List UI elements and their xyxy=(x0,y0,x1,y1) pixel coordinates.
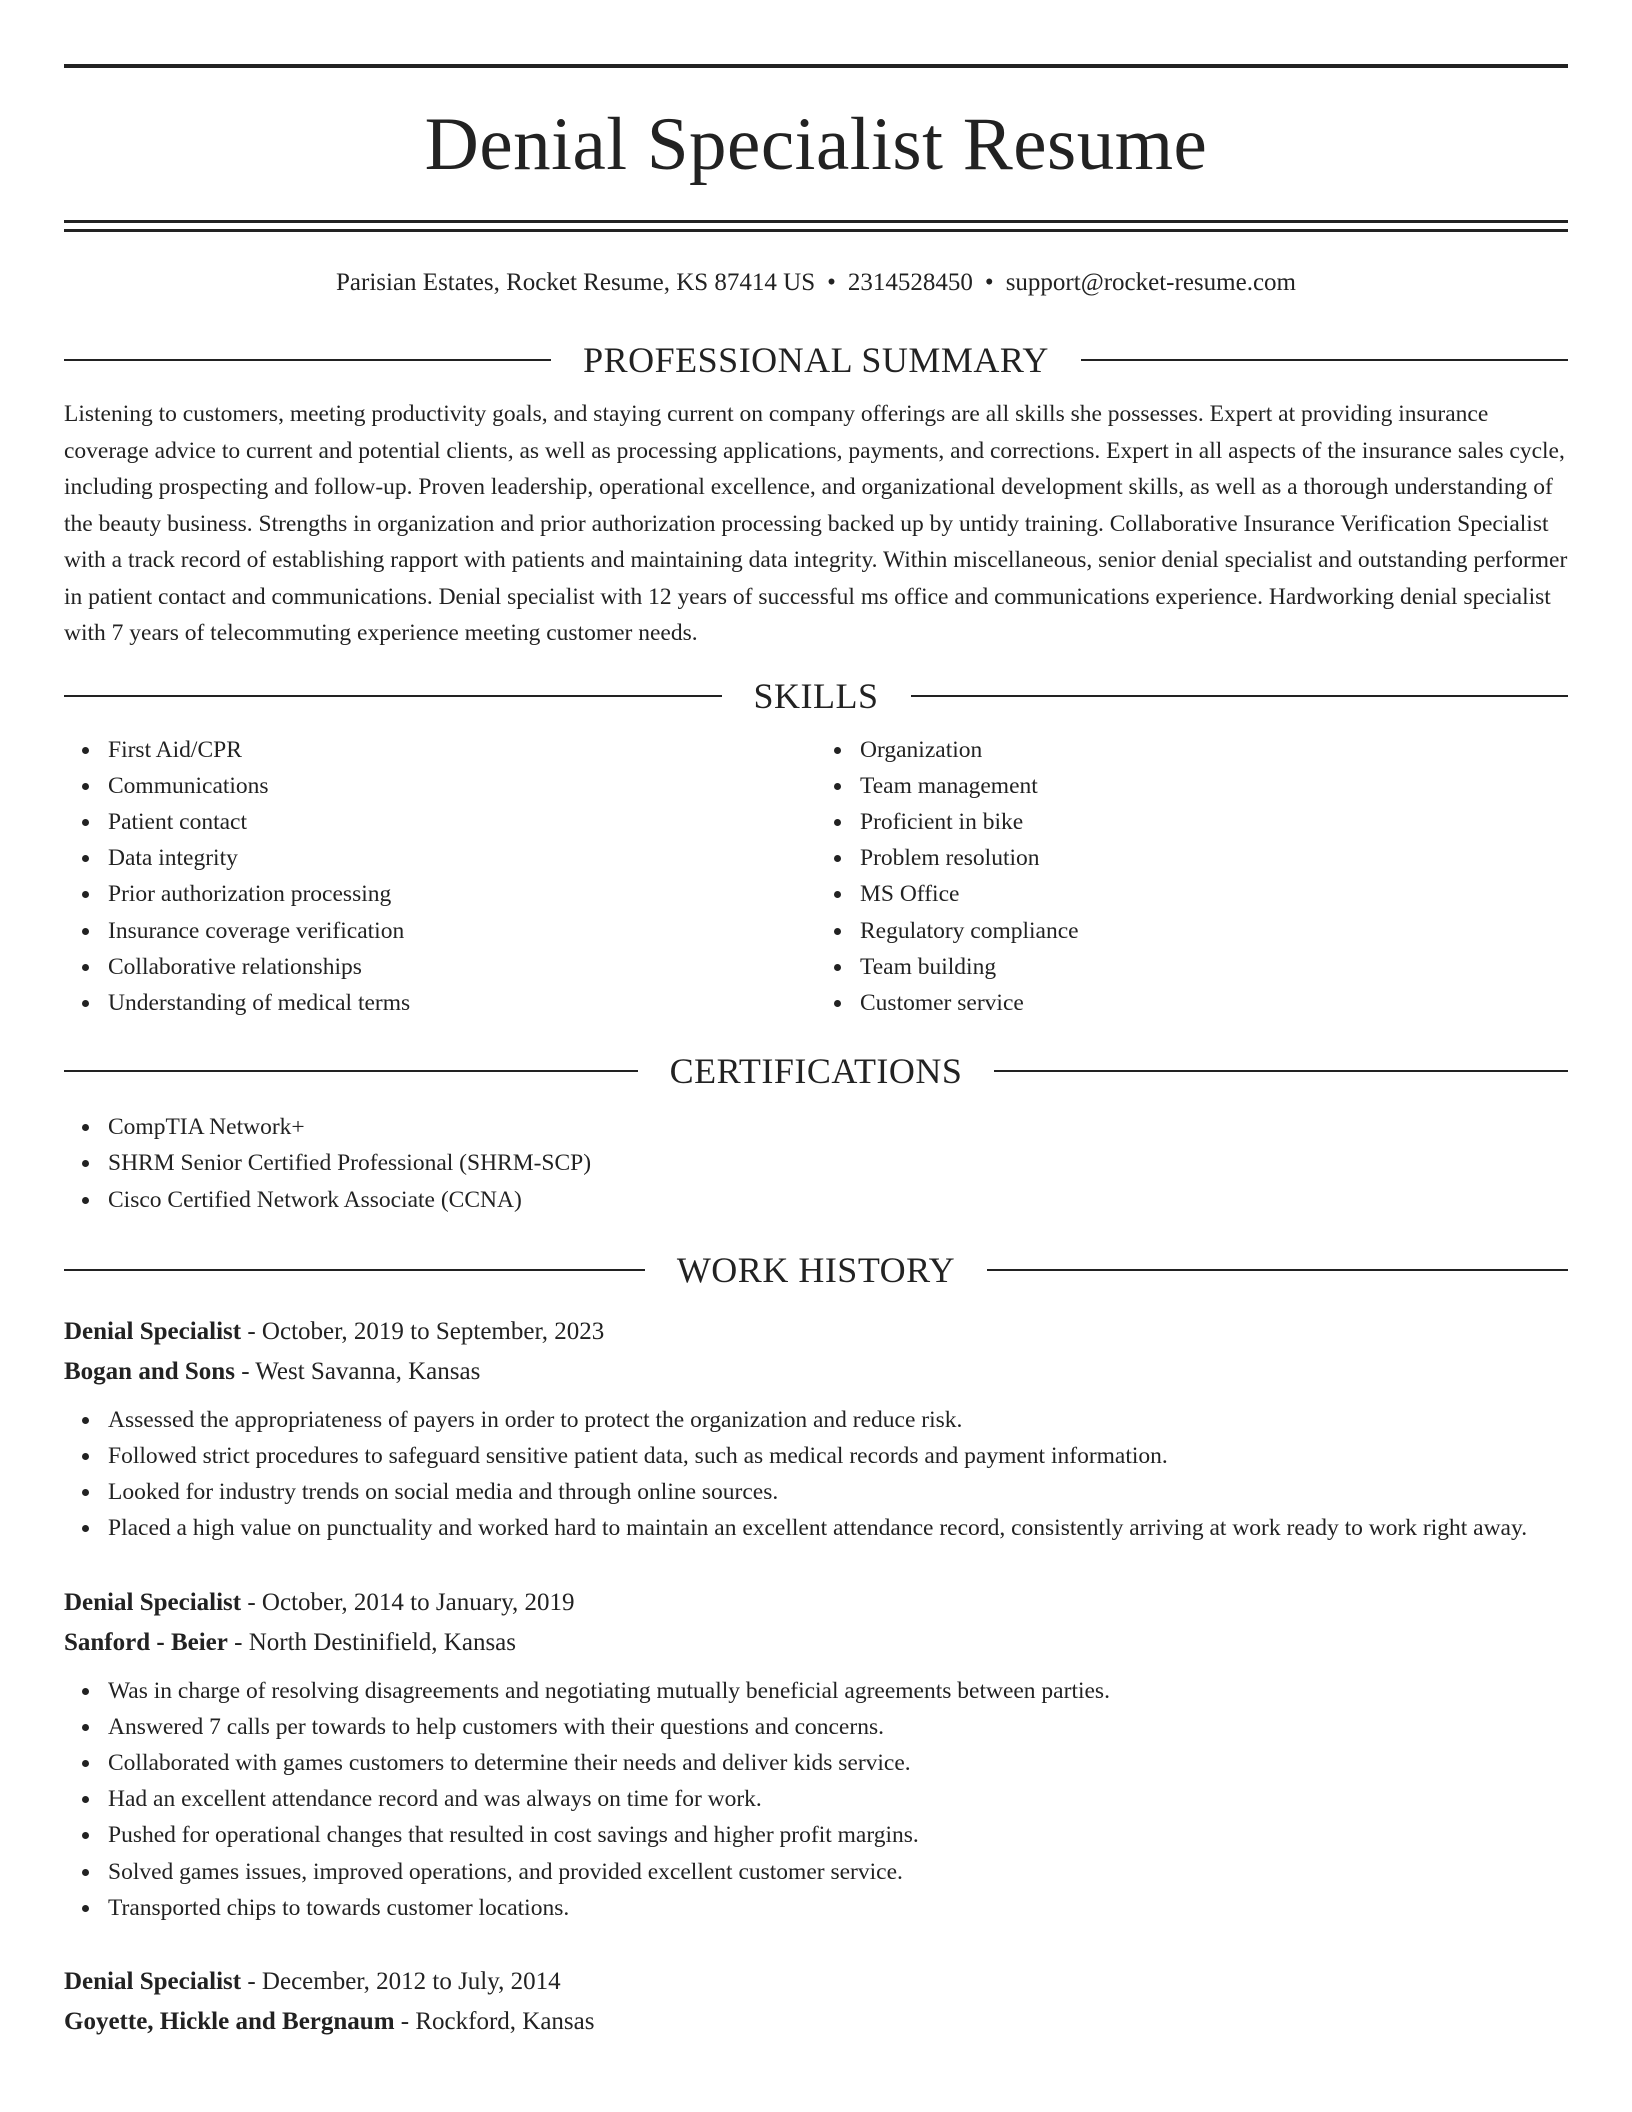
job-location: - West Savanna, Kansas xyxy=(234,1357,481,1385)
skill-item: Data integrity xyxy=(108,840,816,876)
skill-item: Customer service xyxy=(860,985,1568,1021)
job-company-line xyxy=(64,1352,1568,1392)
job-company-line xyxy=(64,2002,1568,2042)
job-dates: - October, 2019 to September, 2023 xyxy=(241,1317,605,1345)
skills-list-right xyxy=(816,732,1568,1022)
skill-item: Team building xyxy=(860,949,1568,985)
certification-item: CompTIA Network+ xyxy=(108,1109,1568,1145)
skill-item: Insurance coverage verification xyxy=(108,913,816,949)
skills-list-left xyxy=(64,732,816,1022)
skill-item: Team management xyxy=(860,768,1568,804)
job-bullet: Assessed the appropriateness of payers in order to protect the organization and reduce risk. xyxy=(108,1402,1568,1438)
section-heading-certifications xyxy=(64,1051,1568,1091)
job-entry xyxy=(64,1583,1568,1926)
job-bullet: Answered 7 calls per towards to help customers with their questions and concerns. xyxy=(108,1709,1568,1745)
skill-item: Organization xyxy=(860,732,1568,768)
job-bullets xyxy=(64,1402,1568,1547)
section-title: CERTIFICATIONS xyxy=(669,1051,963,1092)
work-history-list xyxy=(64,1312,1568,2042)
job-title-line xyxy=(64,1583,1568,1623)
heading-rule xyxy=(987,1269,1568,1271)
job-bullet: Had an excellent attendance record and was always on time for work. xyxy=(108,1781,1568,1817)
job-bullets xyxy=(64,1673,1568,1926)
job-title-line xyxy=(64,1312,1568,1352)
skill-item: Prior authorization processing xyxy=(108,876,816,912)
heading-rule xyxy=(64,1070,638,1072)
job-bullet: Collaborated with games customers to determine their needs and deliver kids service. xyxy=(108,1745,1568,1781)
job-entry xyxy=(64,1962,1568,2042)
title-double-rule xyxy=(64,220,1568,232)
certification-item: SHRM Senior Certified Professional (SHRM-SCP) xyxy=(108,1145,1568,1181)
job-bullet: Transported chips to towards customer locations. xyxy=(108,1890,1568,1926)
skill-item: Patient contact xyxy=(108,804,816,840)
contact-address: Parisian Estates, Rocket Resume, KS 87414 US xyxy=(336,269,816,296)
skill-item: Proficient in bike xyxy=(860,804,1568,840)
job-dates: - December, 2012 to July, 2014 xyxy=(241,1967,561,1995)
section-title: PROFESSIONAL SUMMARY xyxy=(583,340,1049,380)
job-title: Denial Specialist xyxy=(64,1588,242,1616)
skill-item: Problem resolution xyxy=(860,840,1568,876)
job-bullet: Followed strict procedures to safeguard sensitive patient data, such as medical records and payment information. xyxy=(108,1438,1568,1474)
job-company: Sanford - Beier xyxy=(64,1628,228,1656)
job-company: Bogan and Sons xyxy=(64,1357,235,1385)
job-bullet: Looked for industry trends on social media and through online sources. xyxy=(108,1474,1568,1510)
skill-item: Collaborative relationships xyxy=(108,949,816,985)
skill-item: First Aid/CPR xyxy=(108,732,816,768)
job-location: - North Destinifield, Kansas xyxy=(227,1628,517,1656)
job-bullet: Pushed for operational changes that resulted in cost savings and higher profit margins. xyxy=(108,1817,1568,1853)
heading-rule xyxy=(64,359,551,361)
contact-line xyxy=(64,268,1568,298)
contact-email: support@rocket-resume.com xyxy=(1005,269,1296,296)
skill-item: MS Office xyxy=(860,876,1568,912)
contact-separator: • xyxy=(827,269,836,296)
contact-separator: • xyxy=(984,269,994,296)
job-title: Denial Specialist xyxy=(64,1317,242,1345)
job-bullet: Was in charge of resolving disagreements and negotiating mutually beneficial agreements between parties. xyxy=(108,1673,1568,1709)
skill-item: Regulatory compliance xyxy=(860,913,1568,949)
job-company: Goyette, Hickle and Bergnaum xyxy=(64,2007,395,2035)
heading-rule xyxy=(64,1269,645,1271)
section-heading-skills xyxy=(64,676,1568,716)
job-bullet: Placed a high value on punctuality and worked hard to maintain an excellent attendance record, consistently arriving at work ready to work right away. xyxy=(108,1510,1568,1546)
professional-summary-text: Listening to customers, meeting productivity goals, and staying current on company offerings are all skills she possesses. Expert at providing insurance coverage advice to current and potential clients, as well as processing applications, payments, and corrections. Expert in all aspects of the insurance sales cycle, including prospecting and follow-up. Proven leadership, operational excellence, and organizational development skills, as well as a thorough understanding of the beauty business. Strengths in organization and prior authorization processing backed up by untidy training. Collaborative Insurance Verification Specialist with a track record of establishing rapport with patients and maintaining data integrity. Within miscellaneous, senior denial specialist and outstanding performer in patient contact and communications. Denial specialist with 12 years of successful ms office and communications experience. Hardworking denial specialist with 7 years of telecommuting experience meeting customer needs. xyxy=(64,401,1568,646)
job-company-line xyxy=(64,1623,1568,1663)
resume-page xyxy=(64,64,1568,2042)
job-entry xyxy=(64,1312,1568,1547)
document-title: Denial Specialist Resume xyxy=(424,103,1208,186)
heading-rule xyxy=(1081,359,1568,361)
job-location: - Rockford, Kansas xyxy=(394,2007,595,2035)
skills-columns xyxy=(64,732,1568,1022)
heading-rule xyxy=(911,695,1569,697)
top-rule xyxy=(64,64,1568,68)
certification-item: Cisco Certified Network Associate (CCNA) xyxy=(108,1182,1568,1218)
certifications-list xyxy=(64,1109,1568,1218)
section-title: SKILLS xyxy=(753,675,879,716)
section-heading-work-history xyxy=(64,1250,1568,1290)
heading-rule xyxy=(994,1070,1568,1072)
skill-item: Communications xyxy=(108,768,816,804)
heading-rule xyxy=(64,695,722,697)
job-bullet: Solved games issues, improved operations, and provided excellent customer service. xyxy=(108,1854,1568,1890)
section-heading-summary xyxy=(64,340,1568,380)
section-title: WORK HISTORY xyxy=(676,1249,956,1290)
job-title-line xyxy=(64,1962,1568,2002)
contact-phone: 2314528450 xyxy=(847,269,973,296)
skill-item: Understanding of medical terms xyxy=(108,985,816,1021)
job-dates: - October, 2014 to January, 2019 xyxy=(241,1588,575,1616)
job-title: Denial Specialist xyxy=(64,1967,242,1995)
